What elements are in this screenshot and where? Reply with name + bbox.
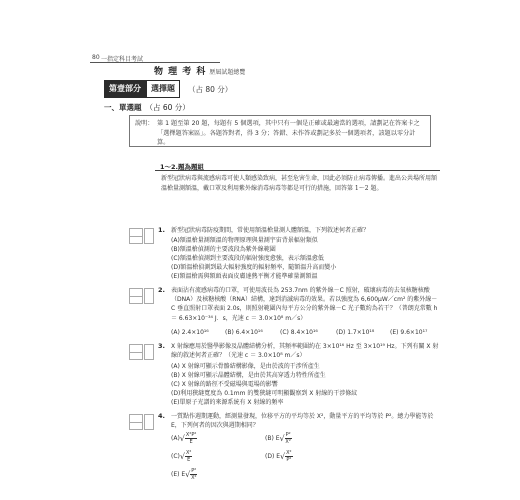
question-text: 一質點作週期運動，經測量發現，位移平方的平均等於 X²，動量平方的平均等於 P²。總力學能等於 E，下列何者的因次與週期相同？ [171, 413, 434, 430]
question-group-rule [155, 170, 440, 171]
instructions-text: 第 1 題至第 20 題，每題有 5 個選項，其中只有一個是正確或最適當的選項，請劃記在答案卡之「選擇題答案區」。各題答對者，得 3 分；答錯、未作答或劃記多於一個選項者，該題以零分計算。 [157, 120, 420, 146]
option-d: (D) E√ $\frac{\text{X²}}{\text{P²}}$ [265, 450, 292, 463]
option-d: (D)利用狹縫寬度為 0.1mm 的雙狹縫可明顯觀察到 X 射線的干涉條紋 [171, 390, 358, 397]
subject-title: 物 理 考 科 [154, 67, 207, 77]
part-name: 選擇題 [146, 80, 180, 98]
section-score: （占 60 分） [145, 103, 190, 112]
exam-series: 一指定科目考試 [101, 56, 144, 63]
question-group-title: 1～2.題為題組 [160, 163, 205, 171]
option-a: (A) 2.4×10¹⁶ [171, 329, 209, 336]
instructions-box [129, 115, 431, 147]
option-e: (E) E√ $\frac{\text{P²}}{\text{X²}}$ [171, 468, 197, 481]
option-a: (A) X 射線可顯示骨骼結構影像，是由於波的干涉所產生 [171, 363, 320, 370]
answer-grid [129, 344, 143, 360]
question-number: 4. [158, 412, 165, 420]
option-c: (C) 8.4×10¹⁶ [280, 329, 318, 336]
answer-grid [144, 344, 154, 360]
option-b: (B) E√ $\frac{\text{P²}}{\text{X²}}$ [265, 432, 291, 445]
answer-grid [144, 414, 154, 430]
answer-grid [129, 288, 143, 304]
instructions-label: 說明： [135, 120, 154, 127]
section-heading [104, 102, 190, 113]
book-subtitle: 歷屆試題總覽 [209, 69, 246, 76]
answer-grid [144, 228, 154, 244]
part-heading [104, 81, 232, 97]
option-e: (E)單原子光譜的來源系統有 X 射線的頻率 [171, 399, 284, 406]
question-number: 2. [158, 286, 165, 294]
option-e: (E)額溫槍需與額頭表面皮膚達熱平衡才能準確量測額溫 [171, 273, 318, 280]
page-number: 80 [92, 54, 100, 61]
option-b: (B) 6.4×10¹⁶ [225, 329, 263, 336]
part-label: 第壹部分 [104, 80, 146, 98]
option-a: (A)√ $\frac{\text{X²P²}}{E}$ [171, 432, 197, 445]
option-b: (B)額溫槍偵測的主要波段為紫外線範圍 [171, 246, 276, 253]
answer-grid [129, 414, 143, 430]
question-number: 3. [158, 342, 165, 350]
part-score: （占 80 分） [188, 84, 233, 94]
question-group-description: 新型冠狀病毒與流感病毒可使人類感染致病，甚至危害生命，因此必須防止病毒傳播。進出公共場所用額溫槍量測額溫，戴口罩及利用紫外線消毒病毒等都是可行的措施，回答第 1～2 題。 [161, 175, 438, 192]
question-text: 新型冠狀病毒防疫期間，常使用額溫槍量測人體額溫，下列敘述何者正確？ [171, 227, 370, 234]
option-e: (E) 9.6×10¹⁷ [390, 329, 428, 336]
question-text: 表面沾有流感病毒的口罩，可使用波長為 253.7nm 的紫外線－C 照射，破壞病毒的去氧核糖核酸（DNA）及核糖核酸（RNA）結構，達到消滅病毒的效果。若以強度為 6,600μW／cm² 的紫外線－C 垂直照射口罩表面 2.0s，則照射範圍內每平方公分的紫外線－C 光子數約為若干？（普朗克常數 h ＝ 6.63×10⁻³⁴ J．s，光速 c ＝ 3.0×10⁸ m／s） [171, 287, 438, 322]
option-c: (C)額溫槍偵測到主要波段的輻射強度愈強，表示額溫愈低 [171, 255, 324, 262]
book-title [154, 64, 245, 77]
option-b: (B) X 射線可顯示晶體結構，是由於其高穿透力特性所產生 [171, 372, 326, 379]
option-c: (C)√ $\frac{\text{X²}}{E}$ [171, 450, 192, 463]
section-title: 一、單選題 [104, 103, 142, 112]
answer-grid [144, 288, 154, 304]
option-d: (D) 1.7×10¹⁸ [336, 329, 375, 336]
option-a: (A)額溫槍量測額溫的物理原理與量測宇宙背景輻射類似 [171, 237, 318, 244]
option-c: (C) X 射線的路徑不受磁場與電場的影響 [171, 381, 278, 388]
question-text: X 射線應用於醫學影像及晶體結構分析，其頻率範圍約在 3×10¹⁶ Hz 至 3×10¹⁹ Hz。下列有關 X 射線的敘述何者正確？（光速 c ＝ 3.0×10⁸ m／s） [171, 343, 439, 360]
header-rule [90, 62, 220, 63]
answer-grid [129, 228, 143, 244]
question-number: 1. [158, 226, 165, 234]
option-d: (D)額溫槍偵測到最大輻射強度的輻射頻率，隨額溫升高而變小 [171, 264, 337, 271]
